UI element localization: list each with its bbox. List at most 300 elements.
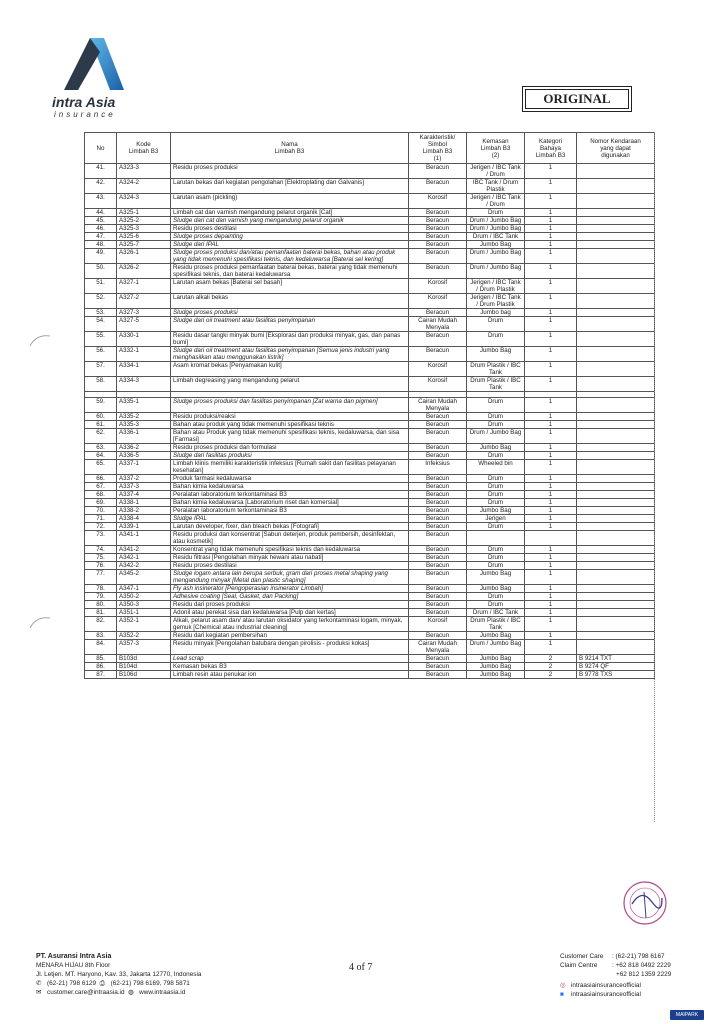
row-packaging: Jumbo Bag [467,585,525,593]
row-code: A334-1 [117,362,171,377]
table-row [85,655,655,663]
row-packaging: Drum / Jumbo Bag [467,264,525,279]
row-name: Sludge proses produksi dan fasilitas penyimpanan [Zat warna dan pigmen] [171,398,409,413]
row-name: Residu proses produksi dan formulasi [171,444,409,452]
row-code: A341-2 [117,546,171,554]
row-packaging: Drum / Jumbo Bag [467,249,525,264]
table-row [85,164,655,179]
table-row [85,429,655,444]
row-category: 1 [525,179,577,194]
table-body [85,164,655,679]
row-packaging: Wheeled bin [467,460,525,475]
row-characteristic: Beracun [409,531,467,546]
row-number: 62. [85,429,117,444]
row-packaging: Drum [467,475,525,483]
row-code: A325-2 [117,217,171,225]
row-category: 2 [525,663,577,671]
row-category: 1 [525,429,577,444]
table-row [85,593,655,601]
row-packaging: Drum [467,554,525,562]
row-category: 1 [525,570,577,585]
row-category: 1 [525,491,577,499]
header-name: Nama Limbah B3 [171,133,409,164]
table-row [85,632,655,640]
row-name: Peralatan laboratorium terkontaminasi B3 [171,507,409,515]
row-packaging: Jerigen [467,515,525,523]
fax-icon: ⎙ [99,980,105,988]
row-packaging: Drum [467,209,525,217]
row-packaging: IBC Tank / Drum Plastik [467,179,525,194]
header-code: Kode Limbah B3 [117,133,171,164]
row-name: Fly ash insinerator [Pengoperasian insinerator Limbah] [171,585,409,593]
row-name: Konsentrat yang tidak memenuhi spesifikasi teknis dan kedaluwarsa [171,546,409,554]
row-characteristic: Beracun [409,225,467,233]
row-code: A337-2 [117,475,171,483]
table-row [85,294,655,309]
row-name: Sludge logam antara lain berupa serbuk, gram dari proses metal shaping yang mengandung minyak [Metal dan plastic shaping] [171,570,409,585]
row-name: Limbah degreasing yang mengandung pelarut [171,377,409,392]
header-characteristic: Karakteristik/ Simbol Limbah B3 (1) [409,133,467,164]
row-packaging: Jumbo Bag [467,655,525,663]
row-code: A325-6 [117,233,171,241]
row-category: 1 [525,347,577,362]
row-packaging: Drum / IBC Tank [467,233,525,241]
row-packaging: Drum / Jumbo Bag [467,225,525,233]
row-code: A352-2 [117,632,171,640]
table-row [85,546,655,554]
address-line-1: MENARA HIJAU 8th Floor [36,962,111,969]
row-name: Sludge dari IPAL [171,241,409,249]
row-number: 70. [85,507,117,515]
row-category: 2 [525,655,577,663]
row-code: B103d [117,655,171,663]
row-code: A327-3 [117,309,171,317]
table-row [85,483,655,491]
company-seal-icon [622,880,668,926]
row-packaging: Jumbo Bag [467,570,525,585]
row-number: 83. [85,632,117,640]
row-packaging: Jerigen / IBC Tank / Drum Plastik [467,279,525,294]
row-packaging [467,531,525,546]
row-code: A324-3 [117,194,171,209]
row-characteristic: Beracun [409,209,467,217]
row-vehicle: B 9778 TXS [577,671,655,679]
row-vehicle [577,398,655,413]
row-characteristic: Beracun [409,663,467,671]
row-vehicle [577,332,655,347]
row-vehicle [577,546,655,554]
table-row [85,515,655,523]
claim-value-2: +62 812 1359 2229 [616,971,672,978]
row-code: A335-3 [117,421,171,429]
row-name: Residu proses destilasi [171,225,409,233]
row-vehicle [577,294,655,309]
table-row [85,233,655,241]
claim-label: Claim Centre [560,962,598,969]
row-number: 68. [85,491,117,499]
table-row [85,444,655,452]
row-code: A338-1 [117,499,171,507]
row-characteristic: Beracun [409,347,467,362]
email[interactable]: customer.care@intraasia.id [47,989,125,996]
row-name: Limbah resin atau penukar ion [171,671,409,679]
row-category: 1 [525,249,577,264]
row-characteristic: Beracun [409,585,467,593]
row-vehicle [577,475,655,483]
row-characteristic: Beracun [409,507,467,515]
row-packaging: Drum / Jumbo Bag [467,640,525,655]
row-category: 2 [525,671,577,679]
row-category: 1 [525,194,577,209]
row-number: 64. [85,452,117,460]
row-code: A342-1 [117,554,171,562]
row-characteristic: Korosif [409,294,467,309]
table-row [85,194,655,209]
row-name: Asam kromat bekas [Penyamakan kulit] [171,362,409,377]
row-characteristic: Beracun [409,593,467,601]
row-characteristic: Beracun [409,309,467,317]
row-number: 67. [85,483,117,491]
row-code: A327-1 [117,279,171,294]
row-code: A335-2 [117,413,171,421]
row-code: A341-1 [117,531,171,546]
row-vehicle [577,562,655,570]
row-category: 1 [525,413,577,421]
row-name: Adonil atau perekat sisa dan kedaluwarsa [Pulp dan kertas] [171,609,409,617]
row-characteristic: Beracun [409,164,467,179]
row-characteristic: Beracun [409,179,467,194]
row-vehicle [577,347,655,362]
row-category: 1 [525,279,577,294]
row-name: Bahan atau produk yang tidak memenuhi spesifikasi teknis [171,421,409,429]
table-row [85,609,655,617]
row-characteristic: Beracun [409,429,467,444]
row-code: A352-1 [117,617,171,632]
table-row [85,362,655,377]
row-number: 51. [85,279,117,294]
row-category: 1 [525,507,577,515]
care-value: : (62-21) 798 6167 [612,953,665,960]
footer-company-info [36,952,201,997]
row-category: 1 [525,362,577,377]
margin-mark-icon [28,330,52,350]
row-number: 75. [85,554,117,562]
row-name: Residu proses destilasi [171,562,409,570]
row-number: 55. [85,332,117,347]
row-packaging: Drum / Jumbo Bag [467,217,525,225]
row-packaging: Jerigen / IBC Tank / Drum Plastik [467,294,525,309]
table-row [85,640,655,655]
instagram-handle[interactable]: intraasiainsuranceofficial [571,982,641,989]
row-number: 45. [85,217,117,225]
row-vehicle [577,609,655,617]
table-row [85,279,655,294]
row-code: A326-1 [117,249,171,264]
row-category: 1 [525,452,577,460]
row-packaging: Jumbo Bag [467,241,525,249]
claim-value: : +62 818 0492 2229 [612,962,671,969]
row-category: 1 [525,617,577,632]
row-vehicle [577,264,655,279]
row-characteristic: Beracun [409,655,467,663]
row-category: 1 [525,233,577,241]
margin-mark-icon [28,612,52,632]
row-vehicle [577,617,655,632]
row-number: 44. [85,209,117,217]
row-characteristic: Beracun [409,491,467,499]
table-row [85,460,655,475]
row-vehicle [577,362,655,377]
row-name: Residu dari proses produksi [171,601,409,609]
row-vehicle [577,413,655,421]
row-characteristic: Korosif [409,362,467,377]
row-vehicle [577,429,655,444]
table-row [85,377,655,392]
row-vehicle [577,309,655,317]
row-category [525,531,577,546]
row-characteristic: Beracun [409,671,467,679]
table-row [85,309,655,317]
row-packaging: Drum [467,483,525,491]
row-characteristic: Beracun [409,233,467,241]
row-vehicle [577,444,655,452]
row-category: 1 [525,523,577,531]
row-characteristic: Beracun [409,562,467,570]
table-row [85,585,655,593]
care-label: Customer Care [560,953,604,960]
row-characteristic: Infeksius [409,460,467,475]
table-row [85,562,655,570]
row-packaging: Drum [467,421,525,429]
table-row [85,413,655,421]
row-name: Sludge dari fasilitas produksi [171,452,409,460]
row-packaging: Drum Plastik / IBC Tank [467,377,525,392]
row-code: A337-3 [117,483,171,491]
row-number: 72. [85,523,117,531]
row-category: 1 [525,164,577,179]
row-name: Residu dasar tangki minyak bumi [Eksplorasi dan produksi minyak, gas, dan panas bumi] [171,332,409,347]
row-number: 65. [85,460,117,475]
row-vehicle [577,491,655,499]
row-name: Larutan bekas dari kegiatan pengolahan [Elektroplating dan Galvanis] [171,179,409,194]
row-category: 1 [525,483,577,491]
row-number: 59. [85,398,117,413]
row-number: 50. [85,264,117,279]
row-category: 1 [525,377,577,392]
row-name: Alkali, pelarut asam dan/ atau larutan oksidator yang terkontaminasi logam, minyak, gemuk [Chemical atau industrial cleaning] [171,617,409,632]
row-characteristic: Beracun [409,413,467,421]
row-characteristic: Beracun [409,249,467,264]
row-number: 84. [85,640,117,655]
row-number: 63. [85,444,117,452]
table-row [85,179,655,194]
instagram-icon: ◎ [560,982,566,990]
table-row [85,663,655,671]
row-number: 43. [85,194,117,209]
row-packaging: Drum [467,499,525,507]
row-name: Residu filtrasi [Pengolahan minyak hewani atau nabati] [171,554,409,562]
row-category: 1 [525,241,577,249]
row-code: A339-1 [117,523,171,531]
phone-icon: ✆ [36,980,42,988]
row-name: Bahan atau Produk yang tidak memenuhi spesifikasi teknis, kedaluwarsa, dan sisa [Farmasi] [171,429,409,444]
row-name: Bahan kimia kedaluwarsa [171,483,409,491]
row-name: Adhesive coating [Seal, Gasket, dan Packing] [171,593,409,601]
row-packaging: Jumbo Bag [467,444,525,452]
row-name: Residu proses produksi pemanfaatan baterai bekas, baterai yang tidak memenuhi spesifikasi teknis, dan baterai kedaluwarsa [171,264,409,279]
row-vehicle [577,164,655,179]
row-packaging: Drum [467,413,525,421]
row-number: 53. [85,309,117,317]
row-category: 1 [525,225,577,233]
row-name: Sludge proses produksi [171,309,409,317]
row-number: 66. [85,475,117,483]
row-code: A323-3 [117,164,171,179]
margin-line [654,132,656,822]
table-row [85,499,655,507]
globe-icon: ◍ [128,989,134,997]
row-vehicle: B 9214 TXT [577,655,655,663]
row-characteristic: Beracun [409,241,467,249]
row-vehicle [577,377,655,392]
row-vehicle [577,531,655,546]
row-number: 54. [85,317,117,332]
row-code: A350-3 [117,601,171,609]
row-characteristic: Beracun [409,452,467,460]
row-category: 1 [525,309,577,317]
row-category: 1 [525,515,577,523]
row-name: Bahan kimia kedaluwarsa [Laboratorium riset dan komersial] [171,499,409,507]
row-name: Larutan asam (pickling) [171,194,409,209]
row-name: Residu minyak [Pengolahan batubara dengan pirolisis - produksi kokas] [171,640,409,655]
row-vehicle [577,249,655,264]
table-row [85,507,655,515]
row-code: A334-3 [117,377,171,392]
row-category: 1 [525,264,577,279]
original-stamp: ORIGINAL [522,86,632,112]
logo-mark-icon [60,38,124,90]
company-logo [52,38,132,122]
row-characteristic: Beracun [409,217,467,225]
row-code: A357-3 [117,640,171,655]
row-number: 81. [85,609,117,617]
row-vehicle [577,499,655,507]
facebook-handle[interactable]: intraasiainsuranceofficial [571,991,641,998]
row-number: 60. [85,413,117,421]
row-vehicle [577,554,655,562]
table-row [85,671,655,679]
email-icon: ✉ [36,989,42,997]
row-vehicle [577,507,655,515]
row-vehicle [577,279,655,294]
row-category: 1 [525,632,577,640]
row-characteristic: Beracun [409,475,467,483]
row-code: B106d [117,671,171,679]
row-code: A330-1 [117,332,171,347]
row-characteristic: Beracun [409,483,467,491]
row-name: Sludge dari oil treatment atau fasilitas penyimpanan [Semua jenis industri yang menghasilkan atau menggunakan listrik] [171,347,409,362]
row-vehicle [577,483,655,491]
header-vehicle: Nomor Kendaraan yang dapat digunakan [577,133,655,164]
row-characteristic: Beracun [409,499,467,507]
row-packaging: Jumbo Bag [467,347,525,362]
row-characteristic: Korosif [409,377,467,392]
row-number: 48. [85,241,117,249]
row-code: A351-1 [117,609,171,617]
row-packaging: Drum [467,398,525,413]
table-row [85,570,655,585]
row-number: 41. [85,164,117,179]
row-name: Residu dari kegiatan pembersihan [171,632,409,640]
row-packaging: Drum [467,546,525,554]
row-name: Sludge dari oil treatment atau fasilitas penyimpanan [171,317,409,332]
row-packaging: Drum [467,452,525,460]
row-characteristic: Beracun [409,264,467,279]
table-row [85,523,655,531]
row-vehicle [577,460,655,475]
row-name: Larutan developer, fixer, dan bleach bekas [Fotografi] [171,523,409,531]
row-characteristic: Beracun [409,632,467,640]
table-row [85,452,655,460]
row-name: Residu produksi/reaksi [171,413,409,421]
header-category: Kategori Bahaya Limbah B3 [525,133,577,164]
row-packaging: Jumbo Bag [467,507,525,515]
fax: (62-21) 798 6169, 798 5871 [110,980,190,987]
table-row [85,264,655,279]
row-code: A337-1 [117,460,171,475]
row-name: Produk farmasi kedaluwarsa [171,475,409,483]
row-category: 1 [525,585,577,593]
row-name: Limbah cat dan varnish mengandung pelarut organik [Cat] [171,209,409,217]
row-packaging: Drum Plastik / IBC Tank [467,617,525,632]
row-number: 47. [85,233,117,241]
row-code: B104d [117,663,171,671]
website[interactable]: www.intraasia.id [139,989,186,996]
row-vehicle [577,194,655,209]
maipark-badge: MAIPARK [670,1010,704,1020]
row-category: 1 [525,209,577,217]
page-number: 4 of 7 [349,962,373,973]
row-vehicle [577,593,655,601]
row-number: 80. [85,601,117,609]
row-characteristic: Beracun [409,546,467,554]
row-number: 85. [85,655,117,663]
table-row [85,317,655,332]
row-packaging: Drum [467,601,525,609]
row-number: 78. [85,585,117,593]
row-number: 57. [85,362,117,377]
row-category: 1 [525,609,577,617]
row-category: 1 [525,398,577,413]
row-packaging: Jerigen / IBC Tank / Drum [467,164,525,179]
row-code: A350-2 [117,593,171,601]
row-characteristic: Cairan Mudah Menyala [409,317,467,332]
row-characteristic: Beracun [409,421,467,429]
row-vehicle [577,601,655,609]
row-vehicle [577,585,655,593]
row-number: 56. [85,347,117,362]
table-row [85,491,655,499]
row-code: A338-4 [117,515,171,523]
row-number: 73. [85,531,117,546]
row-packaging: Jumbo Bag [467,632,525,640]
row-category: 1 [525,593,577,601]
table-row [85,332,655,347]
row-packaging: Drum [467,332,525,347]
facebook-icon: ■ [560,991,564,999]
table-row [85,217,655,225]
row-packaging: Drum / IBC Tank [467,609,525,617]
